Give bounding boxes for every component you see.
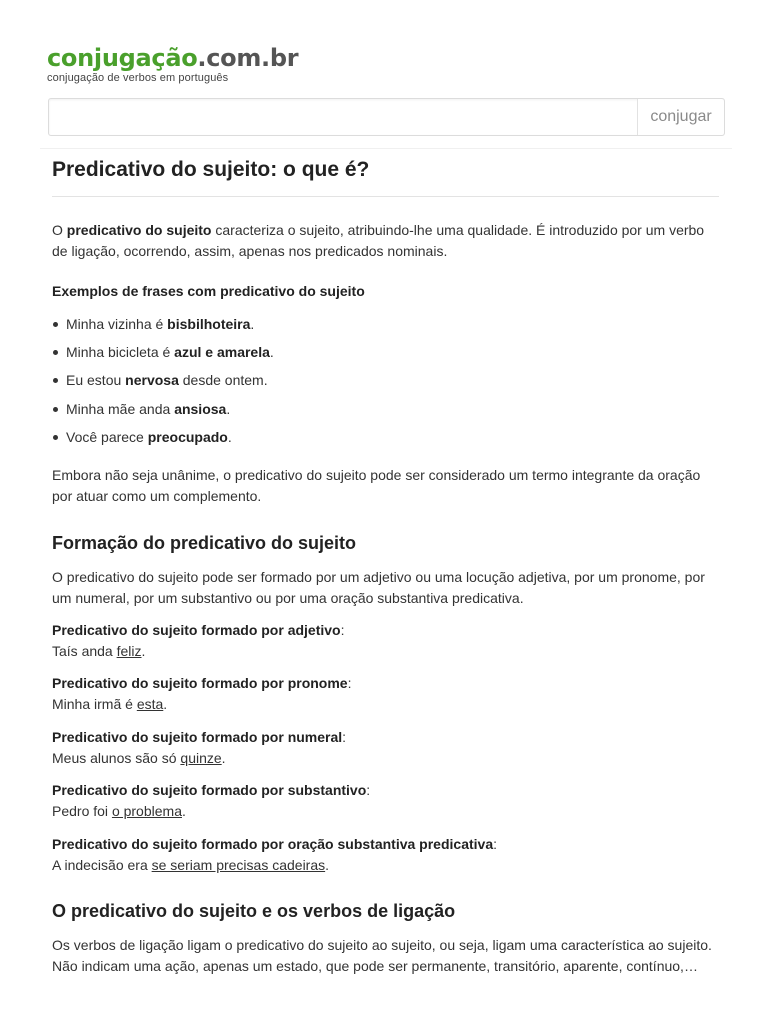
conjugar-button[interactable]: conjugar (637, 99, 724, 135)
list-item: Minha mãe anda ansiosa. (52, 399, 274, 427)
formation-example-oracao: Predicativo do sujeito formado por oração substantiva predicativa: A indecisão era se seriam precisas cadeiras. (52, 836, 497, 873)
intro-bold-term: predicativo do sujeito (66, 222, 212, 238)
search-bar (48, 98, 725, 136)
linking-verbs-heading: O predicativo do sujeito e os verbos de ligação (52, 901, 456, 921)
formation-example-adjetivo: Predicativo do sujeito formado por adjetivo: Taís anda feliz. (52, 622, 345, 659)
linking-verbs-paragraph: Os verbos de ligação ligam o predicativo do sujeito ao sujeito, ou seja, ligam uma característica ao sujeito. Não indicam uma ação, apenas um estado, que pode ser permanente, transitório, aparente, contínuo,… (52, 937, 712, 974)
site-logo[interactable] (47, 44, 298, 72)
formation-paragraph: O predicativo do sujeito pode ser formado por um adjetivo ou uma locução adjetiva, por um pronome, por um numeral, por um substantivo ou por uma oração substantiva predicativa. (52, 569, 705, 606)
formation-example-numeral: Predicativo do sujeito formado por numeral: Meus alunos são só quinze. (52, 729, 347, 766)
intro-text-start: O (52, 222, 67, 238)
list-item: Minha vizinha é bisbilhoteira. (52, 314, 274, 342)
example-link-feliz[interactable]: feliz (116, 642, 142, 659)
page-title: Predicativo do sujeito: o que é? (52, 158, 370, 181)
formation-example-substantivo: Predicativo do sujeito formado por substantivo: Pedro foi o problema. (52, 782, 371, 819)
examples-heading: Exemplos de frases com predicativo do sujeito (52, 283, 365, 299)
logo-text-domain: .com.br (197, 44, 299, 72)
site-tagline: conjugação de verbos em português (47, 72, 229, 84)
list-item: Você parece preocupado. (52, 427, 274, 455)
formation-example-pronome: Predicativo do sujeito formado por pronome: Minha irmã é esta. (52, 675, 352, 712)
title-divider (52, 196, 719, 197)
list-item: Eu estou nervosa desde ontem. (52, 370, 274, 398)
intro-paragraph (52, 220, 716, 261)
example-link-esta[interactable]: esta (136, 695, 164, 712)
list-item: Minha bicicleta é azul e amarela. (52, 342, 274, 370)
example-link-oracao[interactable]: se seriam precisas cadeiras (151, 856, 326, 873)
search-input[interactable] (49, 99, 637, 135)
logo-text-main: conjugação (47, 44, 198, 72)
example-link-o-problema[interactable]: o problema (111, 802, 182, 819)
examples-list (52, 314, 274, 455)
note-paragraph: Embora não seja unânime, o predicativo do sujeito pode ser considerado um termo integrante da oração por atuar como um complemento. (52, 467, 701, 504)
formation-heading: Formação do predicativo do sujeito (52, 533, 357, 553)
example-link-quinze[interactable]: quinze (180, 749, 222, 766)
intro-text-end: caracteriza o sujeito, atribuindo-lhe uma qualidade. É introduzido por um verbo de ligação, ocorrendo, assim, apenas nos predicados nominais. (52, 222, 705, 259)
